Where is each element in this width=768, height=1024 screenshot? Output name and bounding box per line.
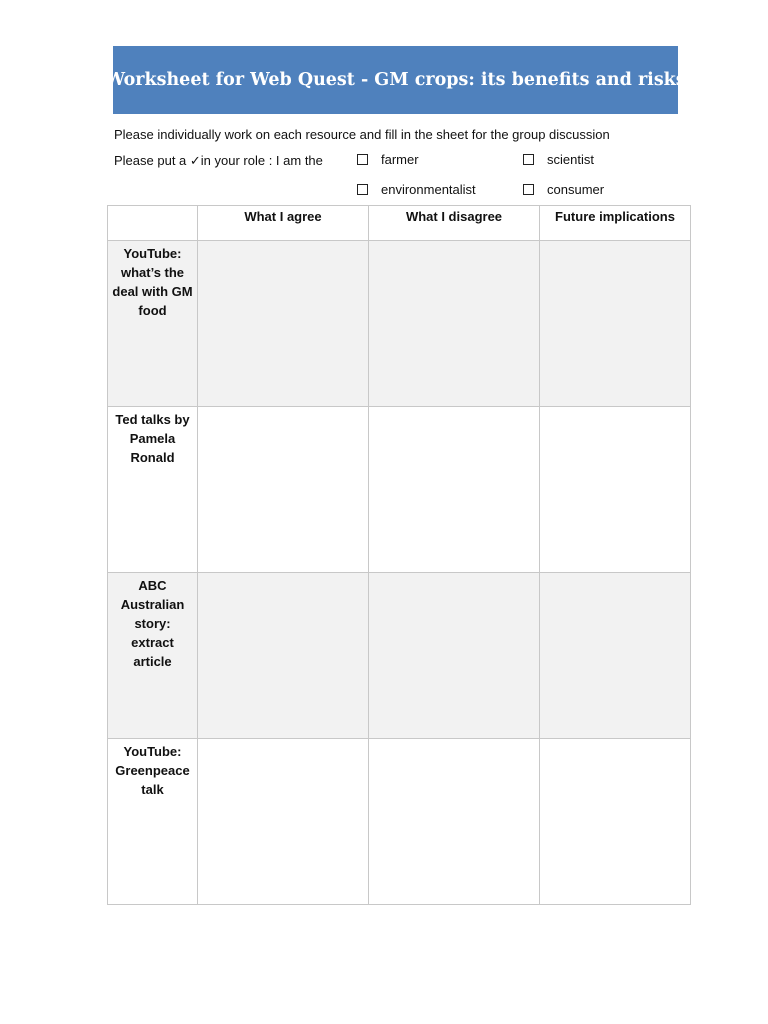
resource-label: YouTube: what’s the deal with GM food	[108, 241, 198, 407]
disagree-cell[interactable]	[369, 573, 540, 739]
resource-label: YouTube: Greenpeace talk	[108, 739, 198, 905]
role-prompt: Please put a ✓in your role : I am the	[114, 153, 323, 168]
disagree-cell[interactable]	[369, 739, 540, 905]
table-row	[108, 573, 691, 739]
checkbox-environmentalist[interactable]	[357, 184, 368, 195]
agree-cell[interactable]	[198, 407, 369, 573]
header-empty	[108, 206, 198, 241]
header-future: Future implications	[540, 206, 691, 241]
role-label-consumer: consumer	[547, 182, 605, 197]
title-banner	[105, 46, 686, 114]
agree-cell[interactable]	[198, 241, 369, 407]
role-option-consumer[interactable]	[523, 182, 604, 197]
future-cell[interactable]	[540, 739, 691, 905]
table-row	[108, 241, 691, 407]
future-cell[interactable]	[540, 573, 691, 739]
instruction-text: Please individually work on each resource and fill in the sheet for the group discussion	[114, 127, 610, 142]
future-cell[interactable]	[540, 407, 691, 573]
role-label-farmer: farmer	[381, 152, 419, 167]
table-row	[108, 407, 691, 573]
page-title: Worksheet for Web Quest - GM crops: its benefits and risks	[105, 70, 686, 90]
disagree-cell[interactable]	[369, 407, 540, 573]
checkbox-farmer[interactable]	[357, 154, 368, 165]
header-disagree: What I disagree	[369, 206, 540, 241]
role-option-environmentalist[interactable]	[357, 182, 476, 197]
disagree-cell[interactable]	[369, 241, 540, 407]
role-option-farmer[interactable]	[357, 152, 419, 167]
role-option-scientist[interactable]	[523, 152, 594, 167]
agree-cell[interactable]	[198, 739, 369, 905]
resource-label: Ted talks by Pamela Ronald	[108, 407, 198, 573]
table-row	[108, 739, 691, 905]
role-label-environmentalist: environmentalist	[381, 182, 476, 197]
worksheet-table	[107, 205, 691, 905]
future-cell[interactable]	[540, 241, 691, 407]
checkbox-consumer[interactable]	[523, 184, 534, 195]
role-label-scientist: scientist	[547, 152, 594, 167]
checkbox-scientist[interactable]	[523, 154, 534, 165]
agree-cell[interactable]	[198, 573, 369, 739]
header-agree: What I agree	[198, 206, 369, 241]
header-row	[108, 206, 691, 241]
resource-label: ABC Australian story: extract article	[108, 573, 198, 739]
